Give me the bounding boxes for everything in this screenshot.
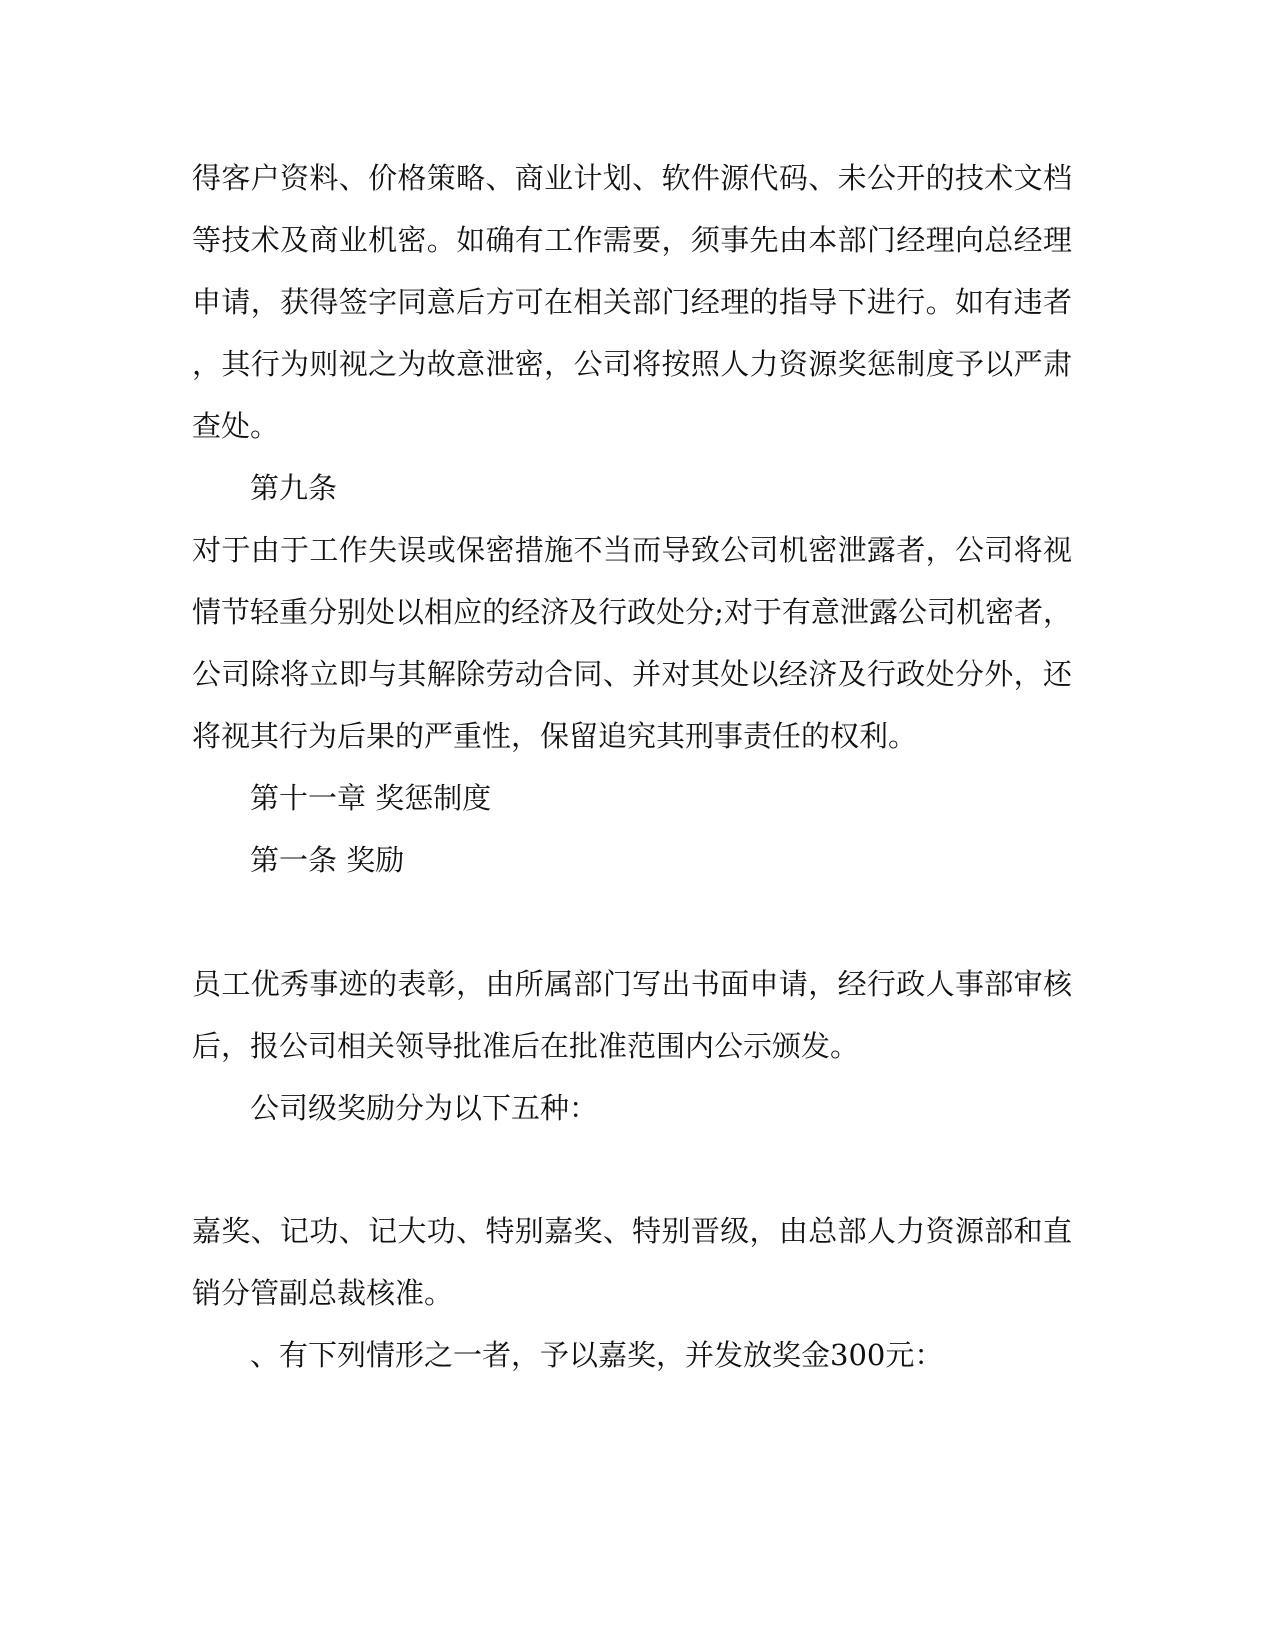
body-text-line: 申请，获得签字同意后方可在相关部门经理的指导下进行。如有违者 — [192, 285, 1072, 319]
body-text-line: 嘉奖、记功、记大功、特别嘉奖、特别晋级，由总部人力资源部和直 — [192, 1214, 1072, 1248]
body-text-line: 查处。 — [192, 409, 280, 443]
body-text-line: 得客户资料、价格策略、商业计划、软件源代码、未公开的技术文档 — [192, 161, 1072, 195]
body-text-line: ，其行为则视之为故意泄密，公司将按照人力资源奖惩制度予以严肃 — [192, 347, 1072, 381]
body-text-line: 对于由于工作失误或保密措施不当而导致公司机密泄露者，公司将视 — [192, 533, 1072, 567]
body-text-line: 后，报公司相关领导批准后在批准范围内公示颁发。 — [192, 1029, 860, 1063]
body-text-line: 将视其行为后果的严重性，保留追究其刑事责任的权利。 — [192, 719, 918, 753]
article-heading: 第九条 — [250, 471, 338, 505]
body-text-line: 销分管副总裁核准。 — [192, 1276, 454, 1310]
article-heading: 第一条 奖励 — [250, 843, 405, 877]
body-text-line: 等技术及商业机密。如确有工作需要，须事先由本部门经理向总经理 — [192, 223, 1072, 257]
body-text-line: 公司级奖励分为以下五种： — [250, 1091, 599, 1125]
body-text-line: 情节轻重分别处以相应的经济及行政处分;对于有意泄露公司机密者， — [192, 595, 1072, 629]
body-text-line: 、有下列情形之一者，予以嘉奖，并发放奖金300元： — [250, 1338, 944, 1372]
body-text-line: 公司除将立即与其解除劳动合同、并对其处以经济及行政处分外，还 — [192, 657, 1072, 691]
body-text-line: 员工优秀事迹的表彰，由所属部门写出书面申请，经行政人事部审核 — [192, 967, 1072, 1001]
chapter-heading: 第十一章 奖惩制度 — [250, 781, 492, 815]
